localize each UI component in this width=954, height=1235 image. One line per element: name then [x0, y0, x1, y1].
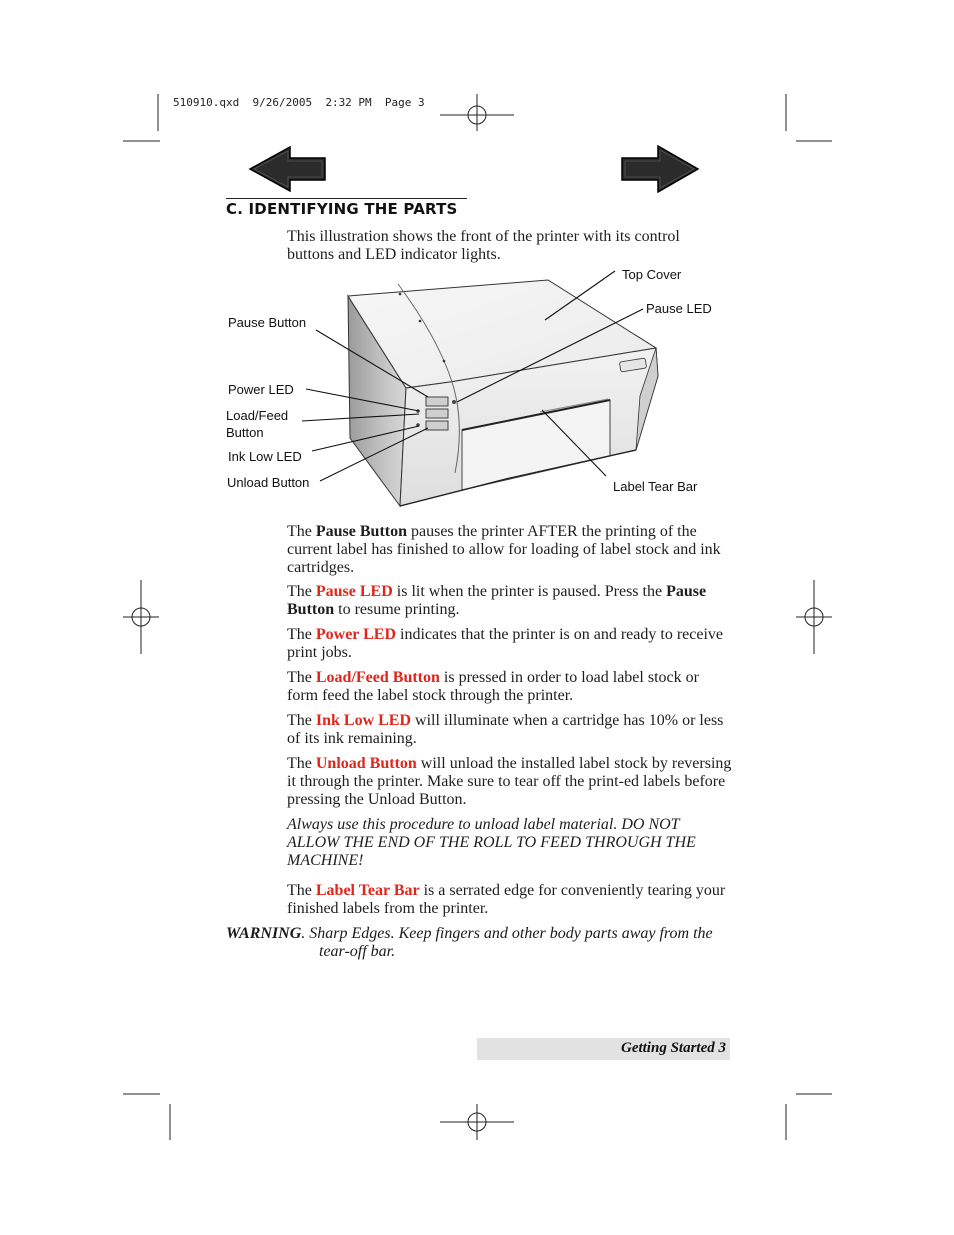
power-led-paragraph — [287, 626, 732, 662]
warning-text-continued: tear-off bar. — [319, 943, 396, 960]
callout-load-feed-line2: Button — [226, 425, 264, 440]
load-feed-paragraph — [287, 669, 732, 705]
pause-button-paragraph — [287, 523, 732, 577]
callout-pause-button: Pause Button — [228, 315, 307, 330]
term-power-led: Power LED — [315, 626, 397, 643]
file-slug: 510910.qxd 9/26/2005 2:32 PM Page 3 — [173, 96, 425, 109]
paragraph-text: The — [287, 523, 316, 540]
term-pause-button: Pause Button — [287, 583, 707, 618]
paragraph-text: indicates that the printer is on and ready to receive print jobs. — [287, 626, 723, 661]
term-pause-button: Pause Button — [315, 523, 407, 540]
unload-caution-paragraph: Always use this procedure to unload label material. DO NOT ALLOW THE END OF THE ROLL TO FEED THROUGH THE MACHINE! — [287, 816, 696, 869]
paragraph-text: is a serrated edge for conveniently tearing your finished labels from the printer. — [287, 882, 726, 917]
warning-text: . Sharp Edges. Keep fingers and other body parts away from the — [301, 925, 713, 942]
warning-note — [226, 925, 726, 943]
paragraph-text: pauses the printer AFTER the printing of the current label has finished to allow for loading of label stock and ink cartridges. — [287, 523, 721, 576]
paragraph-text: to resume printing. — [334, 601, 460, 618]
paragraph-text: will unload the installed label stock by reversing it through the printer. Make sure to tear off the print-ed labels before pressing the Unload Button. — [287, 755, 732, 808]
term-ink-low-led: Ink Low LED — [315, 712, 412, 729]
term-unload-button: Unload Button — [315, 755, 417, 772]
paragraph-text: The — [287, 626, 316, 643]
callout-top-cover: Top Cover — [622, 267, 682, 282]
intro-paragraph: This illustration shows the front of the printer with its control buttons and LED indicator lights. — [287, 228, 680, 263]
paragraph-text: The — [287, 755, 316, 772]
ink-low-paragraph — [287, 712, 732, 748]
callout-unload-button: Unload Button — [227, 475, 310, 490]
paragraph-text: is pressed in order to load label stock or form feed the label stock through the printer. — [287, 669, 699, 704]
warning-label: WARNING — [226, 925, 302, 942]
paragraph-text: is lit when the printer is paused. Press the — [392, 583, 667, 600]
footer-page-label: Getting Started 3 — [620, 1040, 726, 1056]
term-load-feed-button: Load/Feed Button — [315, 669, 440, 686]
callout-power-led: Power LED — [228, 382, 294, 397]
unload-button-paragraph — [287, 755, 732, 809]
section-heading: C. IDENTIFYING THE PARTS — [226, 200, 458, 218]
callout-ink-low-led: Ink Low LED — [228, 449, 302, 464]
page-footer — [477, 1038, 730, 1060]
callout-label-tear-bar: Label Tear Bar — [613, 479, 698, 494]
paragraph-text: The — [287, 669, 316, 686]
term-label-tear-bar: Label Tear Bar — [315, 882, 420, 899]
callout-load-feed-line1: Load/Feed — [226, 408, 289, 423]
callout-pause-led: Pause LED — [646, 301, 712, 316]
term-pause-led: Pause LED — [315, 583, 393, 600]
paragraph-text: The — [287, 583, 316, 600]
pause-led-paragraph — [287, 583, 732, 619]
paragraph-text: will illuminate when a cartridge has 10% or less of its ink remaining. — [287, 712, 724, 747]
label-tear-bar-paragraph — [287, 882, 732, 918]
paragraph-text: The — [287, 712, 316, 729]
paragraph-text: The — [287, 882, 316, 899]
